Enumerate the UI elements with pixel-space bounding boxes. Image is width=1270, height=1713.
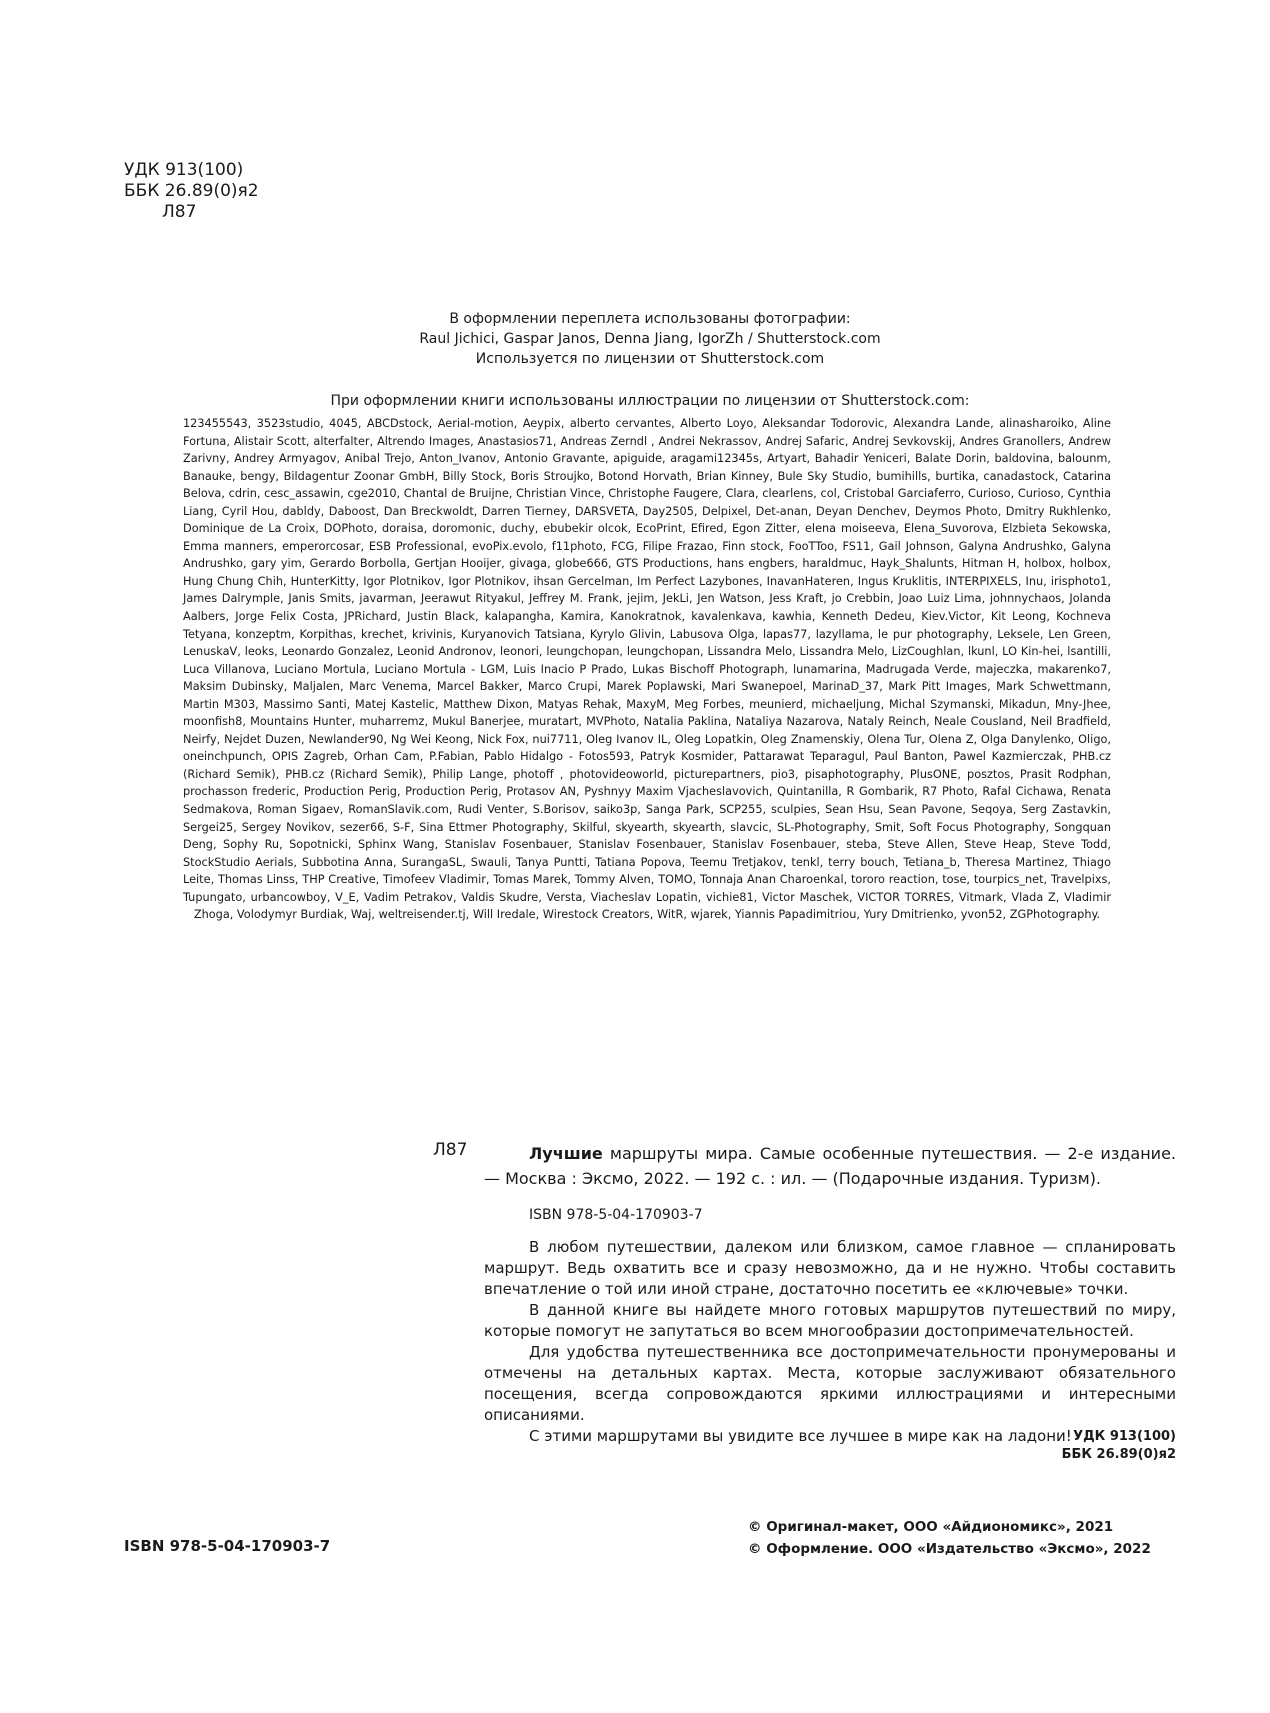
- book-title-bold: Лучшие: [529, 1144, 603, 1163]
- isbn-bibliographic: ISBN 978-5-04-170903-7: [529, 1207, 703, 1223]
- author-sign: Л87: [162, 202, 197, 222]
- annotation-paragraph: В любом путешествии, далеком или близком, самое главное — спланировать маршрут. Ведь охватить все и сразу невозможно, да и не нужно. Чтобы составить впечатление о той или иной стране, достаточно посетить ее «ключевые» точки.: [484, 1238, 1176, 1298]
- annotation-paragraph: В данной книге вы найдете много готовых маршрутов путешествий по миру, которые помогут не запутаться во всем многообразии достопримечательностей.: [484, 1301, 1176, 1340]
- copyright-line-1: © Оригинал-макет, ООО «Айдиономикс», 2021: [748, 1519, 1114, 1535]
- bbk-code-bottom: ББК 26.89(0)я2: [1061, 1447, 1176, 1462]
- copyright-line-2: © Оформление. ООО «Издательство «Эксмо», 2022: [748, 1541, 1151, 1557]
- isbn-footer: ISBN 978-5-04-170903-7: [124, 1537, 331, 1555]
- author-sign-bibliographic: Л87: [433, 1140, 468, 1160]
- udk-code-bottom: УДК 913(100): [1073, 1429, 1176, 1444]
- bibliographic-description: [484, 1141, 1176, 1191]
- cover-photo-credits: [300, 309, 1000, 369]
- copyright-block: [748, 1516, 1151, 1560]
- contributors-list: 123455543, 3523studio, 4045, ABCDstock, Aerial-motion, Aeypix, alberto cervantes, Alberto Loyo, Aleksandar Todorovic, Alexandra Lande, alinasharoiko, Aline Fortuna, Alistair Scott, alterfalter, Altrendo Images, Anastasios71, Andreas Zerndl , Andrei Nekrassov, Andrej Safaric, Andrej Sevkovskij, Andres Granollers, Andrew Zarivny, Andrey Armyagov, Anibal Trejo, Anton_Ivanov, Antonio Gravante, apiguide, aragami12345s, Artyart, Bahadir Yeniceri, Balate Dorin, baldovina, balounm, Banauke, bengy, Bildagentur Zoonar GmbH, Billy Stock, Boris Stroujko, Botond Horvath, Brian Kinney, Bule Sky Studio, bumihills, burtika, canadastock, Catarina Belova, cdrin, cesc_assawin, cge2010, Chantal de Bruijne, Christian Vince, Christophe Faugere, Clara, clearlens, col, Cristobal Garciaferro, Curioso, Curioso, Cynthia Liang, Cyril Hou, dabldy, Daboost, Dan Breckwoldt, Darren Tierney, DARSVETA, Day2505, Delpixel, Det-anan, Deyan Denchev, Deymos Photo, Dmitry Rukhlenko, Dominique de La Croix, DOPhoto, doraisa, doromonic, duchy, ebubekir olcok, EcoPrint, Efired, Egon Zitter, elena moiseeva, Elena_Suvorova, Elzbieta Sekowska, Emma manners, emperorcosar, ESB Professional, evoPix.evolo, f11photo, FCG, Filipe Frazao, Finn stock, FooTToo, FS11, Gail Johnson, Galyna Andrushko, Galyna Andrushko, gary yim, Gerardo Borbolla, Gertjan Hooijer, givaga, globe666, GTS Productions, hans engbers, haraldmuc, Hayk_Shalunts, Hitman H, holbox, holbox, Hung Chung Chih, HunterKitty, Igor Plotnikov, Igor Plotnikov, ihsan Gercelman, Im Perfect Lazybones, InavanHateren, Ingus Kruklitis, INTERPIXELS, Inu, irisphoto1, James Dalrymple, Janis Smits, javarman, Jeerawut Rityakul, Jeffrey M. Frank, jejim, JekLi, Jen Watson, Jess Kraft, jo Crebbin, Joao Luiz Lima, johnnychaos, Jolanda Aalbers, Jorge Felix Costa, JPRichard, Justin Black, kalapangha, Kamira, Kanokratnok, kavalenkava, kawhia, Kenneth Dedeu, Kiev.Victor, Kit Leong, Kochneva Tetyana, konzeptm, Korpithas, krechet, krivinis, Kuryanovich Tatsiana, Kyrylo Glivin, Labusova Olga, lapas77, lazyllama, le pur photography, Leksele, Len Green, LenuskaV, leoks, Leonardo Gonzalez, Leonid Andronov, leonori, leungchopan, leungchopan, Lissandra Melo, Lissandra Melo, LizCoughlan, lkunl, LO Kin-hei, lsantilli, Luca Villanova, Luciano Mortula, Luciano Mortula - LGM, Luis Inacio P Prado, Lukas Bischoff Photograph, lunamarina, Madrugada Verde, majeczka, makarenko7, Maksim Dubinsky, Maljalen, Marc Venema, Marcel Bakker, Marco Crupi, Marek Poplawski, Mari Swanepoel, MarinaD_37, Mark Pitt Images, Mark Schwettmann, Martin M303, Massimo Santi, Matej Kastelic, Matthew Dixon, Matyas Rehak, MaxyM, Meg Forbes, meunierd, michaeljung, Michal Szymanski, Mikadun, Mny-Jhee, moonfish8, Mountains Hunter, muharremz, Mukul Banerjee, muratart, MVPhoto, Natalia Paklina, Nataliya Nazarova, Nataly Reinch, Neale Cousland, Neil Bradfield, Neirfy, Nejdet Duzen, Newlander90, Ng Wei Keong, Nick Fox, nui7711, Oleg Ivanov IL, Oleg Lopatkin, Oleg Znamenskiy, Olena Tur, Olena Z, Olga Danylenko, Oligo, oneinchpunch, OPIS Zagreb, Orhan Cam, P.Fabian, Pablo Hidalgo - Fotos593, Patryk Kosmider, Pattarawat Teparagul, Paul Banton, Pawel Kazmierczak, PHB.cz (Richard Semik), PHB.cz (Richard Semik), Philip Lange, photoff , photovideoworld, picturepartners, pio3, pisaphotography, PlusONE, posztos, Prasit Rodphan, prochasson frederic, Production Perig, Production Perig, Protasov AN, Pyshnyy Maxim Vjacheslavovich, Quintanilla, R Gombarik, R7 Photo, Rafal Cichawa, Renata Sedmakova, Roman Sigaev, RomanSlavik.com, Rudi Venter, S.Borisov, saiko3p, Sanga Park, SCP255, sculpies, Sean Hsu, Sean Pavone, Seqoya, Serg Zastavkin, Sergei25, Sergey Novikov, sezer66, S-F, Sina Ettmer Photography, Skilful, skyearth, skyearth, slavcic, SL-Photography, Smit, Soft Focus Photography, Songquan Deng, Sophy Ru, Sopotnicki, Sphinx Wang, Stanislav Fosenbauer, Stanislav Fosenbauer, Stanislav Fosenbauer, steba, Steve Allen, Steve Heap, Steve Todd, StockStudio Aerials, Subbotina Anna, SurangaSL, Swauli, Tanya Puntti, Tatiana Popova, Teemu Tretjakov, tenkl, terry bouch, Tetiana_b, Theresa Martinez, Thiago Leite, Thomas Linss, THP Creative, Timofeev Vladimir, Tomas Marek, Tommy Alven, TOMO, Tonnaja Anan Charoenkal, tororo reaction, tose, tourpics_net, Travelpixs, Tupungato, urbancowboy, V_E, Vadim Petrakov, Valdis Skudre, Versta, Viacheslav Lopatin, vichie81, Victor Maschek, VICTOR TORRES, Vitmark, Vlada Z, Vladimir Zhoga, Volodymyr Burdiak, Waj, weltreisender.tj, Will Iredale, Wirestock Creators, WitR, wjarek, Yiannis Papadimitriou, Yury Dmitrienko, yvon52, ZGPhotography.: [183, 417, 1111, 922]
- book-description: маршруты мира. Самые особенные путешествия. — 2-е издание. — Москва : Эксмо, 2022. — 192 с. : ил. — (Подарочные издания. Туризм).: [484, 1144, 1176, 1188]
- annotation-paragraph: С этими маршрутами вы увидите все лучшее в мире как на ладони!: [529, 1427, 1072, 1445]
- annotation: [484, 1237, 1176, 1447]
- classification-top: [124, 160, 259, 223]
- bbk-code: ББК 26.89(0)я2: [124, 181, 259, 201]
- classification-bottom: [1000, 1428, 1176, 1464]
- cover-credits-line-2: Raul Jichici, Gaspar Janos, Denna Jiang, IgorZh / Shutterstock.com: [419, 331, 881, 347]
- udk-code: УДК 913(100): [124, 160, 244, 180]
- annotation-paragraph: Для удобства путешественника все достопримечательности пронумерованы и отмечены на детальных картах. Места, которые заслуживают обязательного посещения, всегда сопровождаются яркими иллюстрациями и интересными описаниями.: [484, 1343, 1176, 1424]
- cover-credits-line-1: В оформлении переплета использованы фотографии:: [449, 311, 851, 327]
- cover-credits-line-3: Используется по лицензии от Shutterstock.com: [475, 351, 825, 367]
- illustrations-heading: При оформлении книги использованы иллюстрации по лицензии от Shutterstock.com:: [330, 393, 970, 409]
